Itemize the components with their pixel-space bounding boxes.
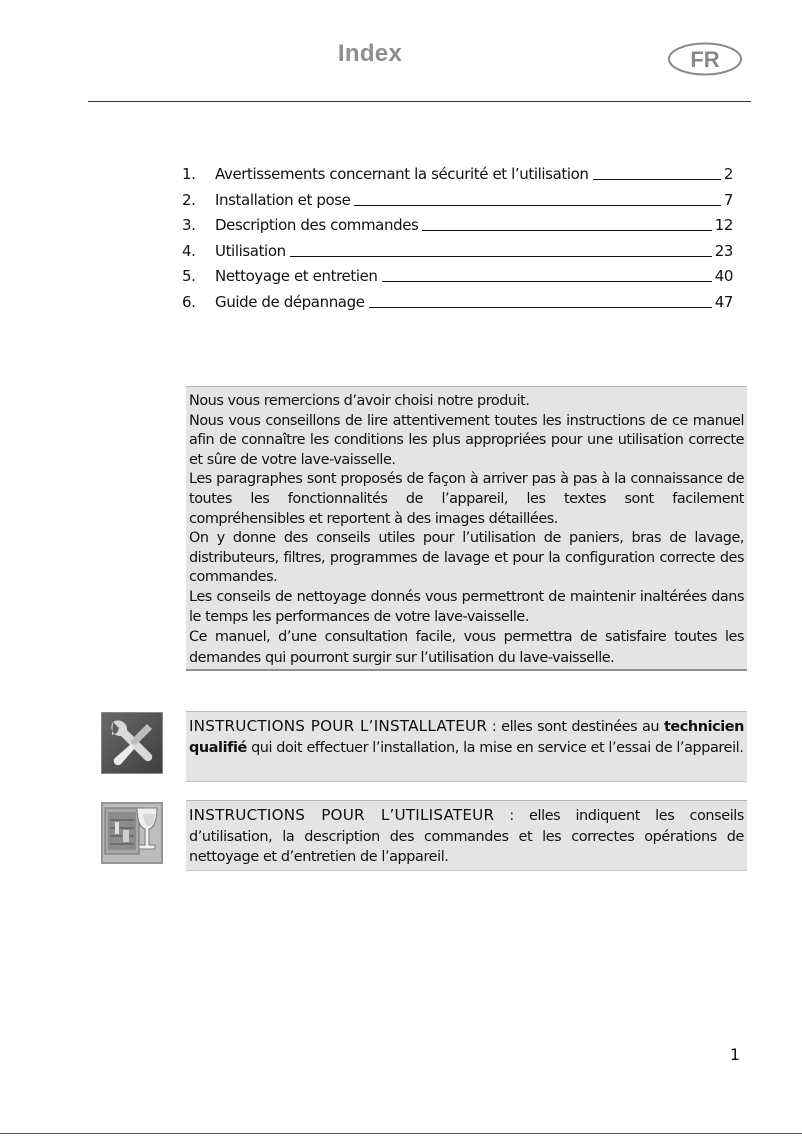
toc-label: Installation et pose — [215, 190, 351, 209]
installer-text-before: : elles sont destinées au — [487, 719, 664, 735]
toc-leader — [593, 179, 721, 180]
footer-divider — [0, 1133, 802, 1134]
installer-instructions-box — [186, 711, 747, 782]
installer-heading: INSTRUCTIONS POUR L’INSTALLATEUR — [189, 717, 488, 735]
toc-entry[interactable] — [182, 267, 733, 293]
table-of-contents — [182, 165, 733, 318]
toc-label: Utilisation — [215, 241, 286, 260]
intro-paragraph: Nous vous conseillons de lire attentivement toutes les instructions de ce manuel afin de connaître les conditions les plus appropriées pour une utilisation correcte et sûre de votre lave-vaisselle. — [189, 412, 744, 468]
toc-entry[interactable] — [182, 165, 733, 191]
intro-paragraph: On y donne des conseils utiles pour l’utilisation de paniers, bras de lavage, distributeurs, filtres, programmes de lavage et pour la configuration correcte des commandes. — [189, 530, 744, 586]
installer-text-after: qui doit effectuer l’installation, la mise en service et l’essai de l’appareil. — [246, 739, 744, 756]
header-divider — [88, 101, 751, 102]
page-number: 1 — [729, 1045, 740, 1064]
intro-box — [186, 386, 747, 671]
intro-paragraph: Les paragraphes sont proposés de façon à arriver pas à pas à la connaissance de toutes les fonctionnalités de l’appareil, les textes sont facilement compréhensibles et reportent à des images détaillées. — [189, 471, 744, 527]
toc-entry[interactable] — [182, 293, 733, 319]
toc-page: 23 — [714, 241, 733, 260]
tools-icon — [101, 712, 163, 774]
toc-label: Avertissements concernant la sécurité et l’utilisation — [215, 165, 589, 183]
toc-entry[interactable] — [182, 242, 733, 268]
toc-page: 7 — [723, 190, 733, 209]
toc-page: 47 — [714, 292, 733, 311]
toc-number: 5. — [182, 267, 196, 285]
toc-leader — [422, 230, 711, 231]
language-badge-label: FR — [690, 47, 720, 72]
toc-entry[interactable] — [182, 191, 733, 217]
intro-paragraph: Les conseils de nettoyage donnés vous permettront de maintenir inaltérées dans le temps les performances de votre lave-vaisselle. — [189, 588, 744, 625]
toc-label: Description des commandes — [215, 216, 419, 234]
toc-number: 2. — [182, 190, 196, 209]
toc-label: Nettoyage et entretien — [215, 267, 378, 285]
user-text: : elles indiquent les conseils d’utilisation, la description des commandes et les correctes opérations de nettoyage et d’entretien de l’appareil. — [189, 808, 744, 865]
toc-leader — [354, 205, 720, 206]
toc-label: Guide de dépannage — [215, 292, 365, 311]
dishwasher-glass-icon — [101, 802, 163, 864]
toc-leader — [290, 256, 712, 257]
intro-paragraph: Ce manuel, d’une consultation facile, vous permettra de satisfaire toutes les demandes qui pourront surgir sur l’utilisation du lave-vaisselle. — [189, 629, 744, 667]
toc-number: 6. — [182, 292, 196, 311]
toc-leader — [382, 281, 712, 282]
user-instructions-box — [186, 800, 747, 871]
toc-entry[interactable] — [182, 216, 733, 242]
installer-bold-text: technicien qualifié — [189, 719, 744, 756]
toc-page: 40 — [714, 267, 733, 285]
toc-leader — [369, 307, 712, 308]
user-heading: INSTRUCTIONS POUR L’UTILISATEUR — [189, 806, 495, 824]
toc-number: 4. — [182, 241, 196, 260]
intro-paragraph: Nous vous remercions d’avoir choisi notre produit. — [189, 393, 530, 409]
toc-number: 3. — [182, 216, 196, 234]
toc-page: 12 — [714, 216, 733, 234]
toc-number: 1. — [182, 165, 196, 183]
page-title: Index — [337, 40, 403, 67]
toc-page: 2 — [723, 165, 733, 183]
language-badge — [667, 42, 743, 76]
